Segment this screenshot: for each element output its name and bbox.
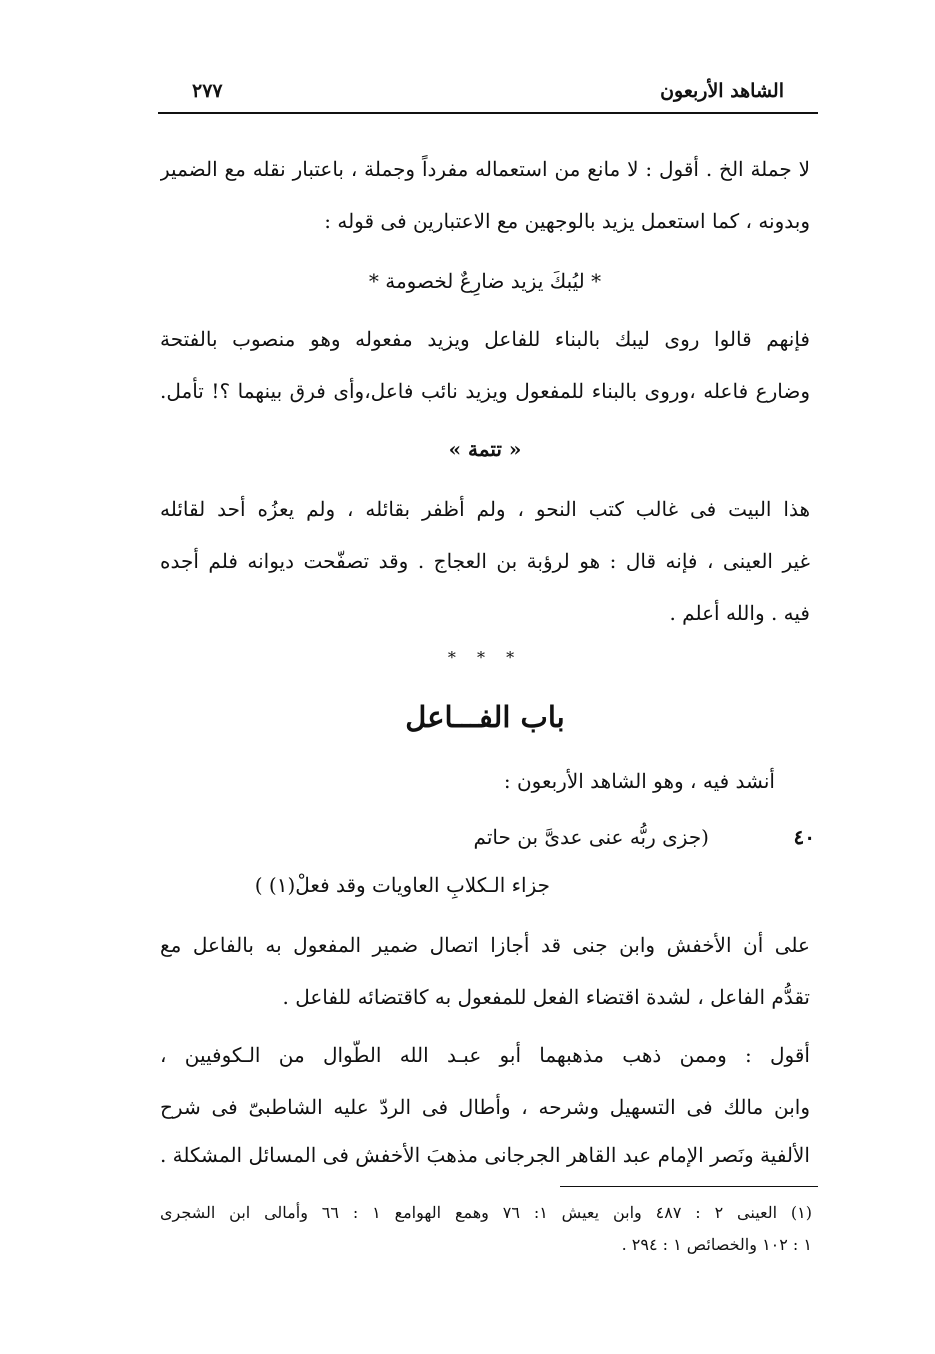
section-separator: * * *: [447, 648, 523, 667]
paragraph-line: أقول : وممن ذهب مذهبهما أبو عبـد الله الطُّوال من الـكوفيين ،: [160, 1043, 810, 1067]
paragraph-line: وابن مالك فى التسهيل وشرحه ، وأطال فى الردّ عليه الشاطبىّ فى شرح: [160, 1095, 810, 1119]
footnote-rule: [560, 1186, 818, 1187]
page-number: ٢٧٧: [192, 80, 223, 102]
paragraph-line: وبدونه ، كما استعمل يزيد بالوجهين مع الاعتبارين فى قوله :: [324, 209, 810, 233]
paragraph-line: أنشد فيه ، وهو الشاهد الأربعون :: [503, 769, 775, 793]
verse-number: ٤٠: [793, 825, 815, 849]
paragraph-line: تقدُّم الفاعل ، لشدة اقتضاء الفعل للمفعول به كاقتضائه للفاعل .: [282, 985, 810, 1009]
paragraph-line: الألفية ونَصر الإمام عبد القاهر الجرجانى مذهبَ الأخفش فى المسائل المشكلة .: [160, 1143, 810, 1167]
verse-line-1: (جزى ربُّه عنى عدىَّ بن حاتم: [473, 825, 709, 849]
paragraph-line: فإنهم قالوا روى ليبك بالبناء للفاعل ويزيد مفعوله وهو منصوب بالفتحة: [160, 327, 810, 351]
running-header: [158, 76, 818, 114]
footnote-line: (١) العينى ٢ : ٤٨٧ وابن يعيش ١: ٧٦ وهمع الهوامع ١ : ٦٦ وأمالى ابن الشجرى: [160, 1203, 813, 1222]
paragraph-line: هذا البيت فى غالب كتب النحو ، ولم أظفر بقائله ، ولم يعزُه أحد لقائله: [160, 497, 810, 521]
paragraph-line: غير العينى ، فإنه قال : هو لرؤبة بن العجاج . وقد تصفّحت ديوانه فلم أجده: [160, 549, 810, 573]
footnote-line: ١ : ١٠٢ والخصائص ١ : ٢٩٤ .: [621, 1235, 812, 1254]
paragraph-line: لا جملة الخ . أقول : لا مانع من استعماله مفرداً وجملة ، باعتبار نقله مع الضمير: [160, 157, 810, 181]
chapter-title: باب الفـــاعل: [405, 700, 565, 734]
section-heading: « تتمة »: [448, 437, 522, 461]
verse-quote: * ليُبكَ يزيد ضارِعٌ لخصومة *: [368, 269, 602, 293]
paragraph-line: وضارع فاعله ،وروى بالبناء للمفعول ويزيد نائب فاعل،وأى فرق بينهما ؟! تأمل.: [160, 379, 810, 403]
paragraph-line: فيه . والله أعلم .: [669, 601, 810, 625]
header-title: الشاهد الأربعون: [660, 80, 784, 102]
verse-line-2: جزاء الـكلابِ العاويات وقد فعلْ(١) ): [254, 873, 550, 897]
paragraph-line: على أن الأخفش وابن جنى قد أجازا اتصال ضمير المفعول به بالفاعل مع: [160, 933, 810, 957]
